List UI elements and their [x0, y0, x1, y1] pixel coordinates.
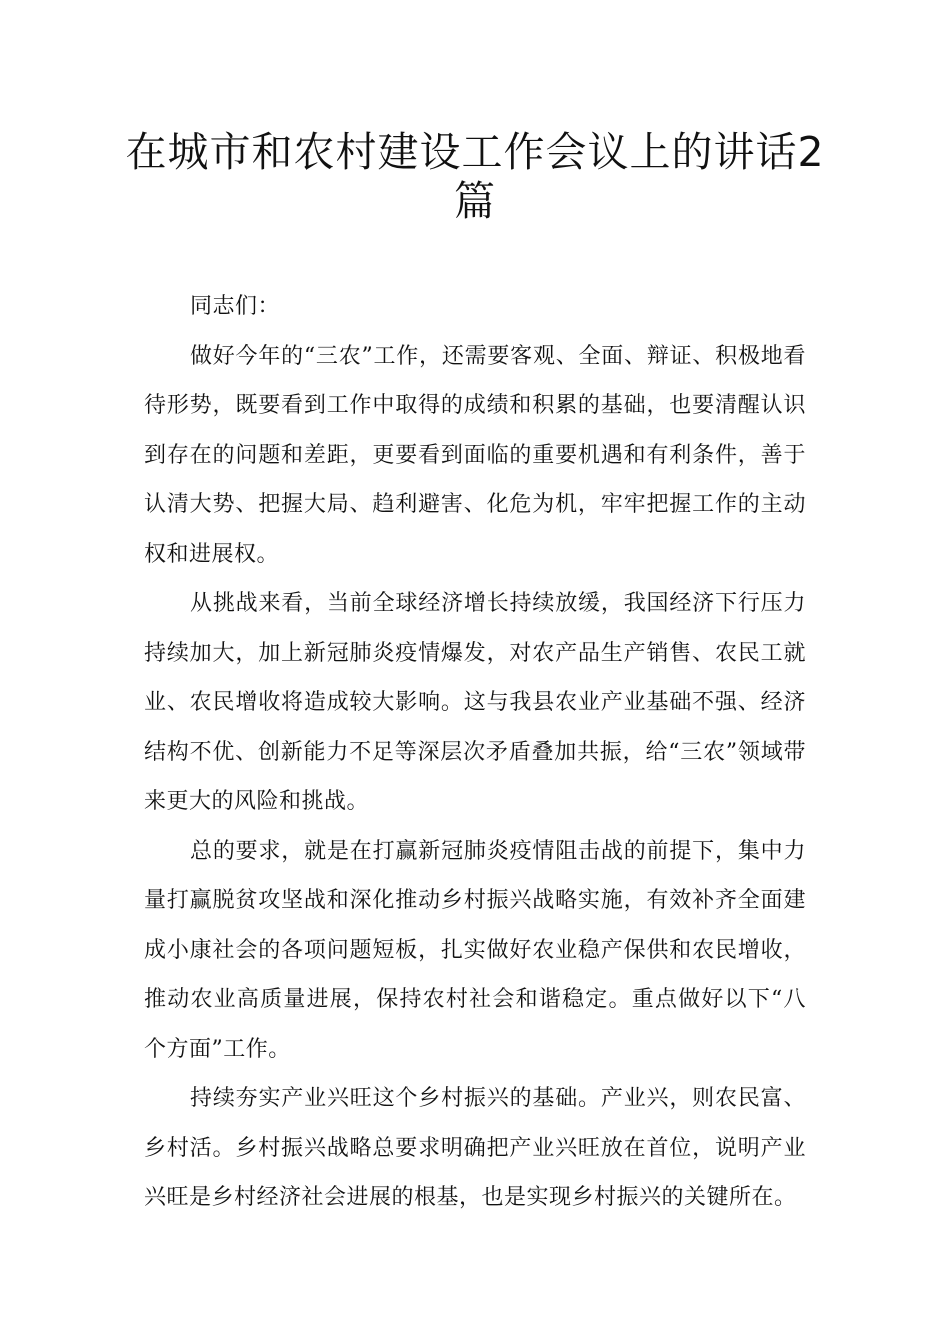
body-paragraph: 做好今年的“三农”工作，还需要客观、全面、辩证、积极地看待形势，既要看到工作中取得的成绩和积累的基础，也要清醒认识到存在的问题和差距，更要看到面临的重要机遇和有利条件，善于认清大势、把握大局、趋利避害、化危为机，牢牢把握工作的主动权和进展权。 — [144, 343, 806, 567]
document-title — [120, 128, 830, 226]
document-title-line-1: 在城市和农村建设工作会议上的讲话2 — [125, 128, 825, 176]
body-paragraph: 持续夯实产业兴旺这个乡村振兴的基础。产业兴，则农民富、乡村活。乡村振兴战略总要求明确把产业兴旺放在首位，说明产业兴旺是乡村经济社会进展的根基，也是实现乡村振兴的关键所在。 — [144, 1086, 806, 1210]
body-paragraph: 从挑战来看，当前全球经济增长持续放缓，我国经济下行压力持续加大，加上新冠肺炎疫情爆发，对农产品生产销售、农民工就业、农民增收将造成较大影响。这与我县农业产业基础不强、经济结构不优、创新能力不足等深层次矛盾叠加共振，给“三农”领域带来更大的风险和挑战。 — [144, 591, 806, 814]
body-paragraph: 总的要求，就是在打赢新冠肺炎疫情阻击战的前提下，集中力量打赢脱贫攻坚战和深化推动乡村振兴战略实施，有效补齐全面建成小康社会的各项问题短板，扎实做好农业稳产保供和农民增收，推动农业高质量进展，保持农村社会和谐稳定。重点做好以下“八个方面”工作。 — [144, 838, 806, 1062]
salutation-paragraph: 同志们： — [190, 294, 281, 319]
document-title-line-2: 篇 — [454, 177, 496, 225]
document-body — [144, 282, 806, 1223]
